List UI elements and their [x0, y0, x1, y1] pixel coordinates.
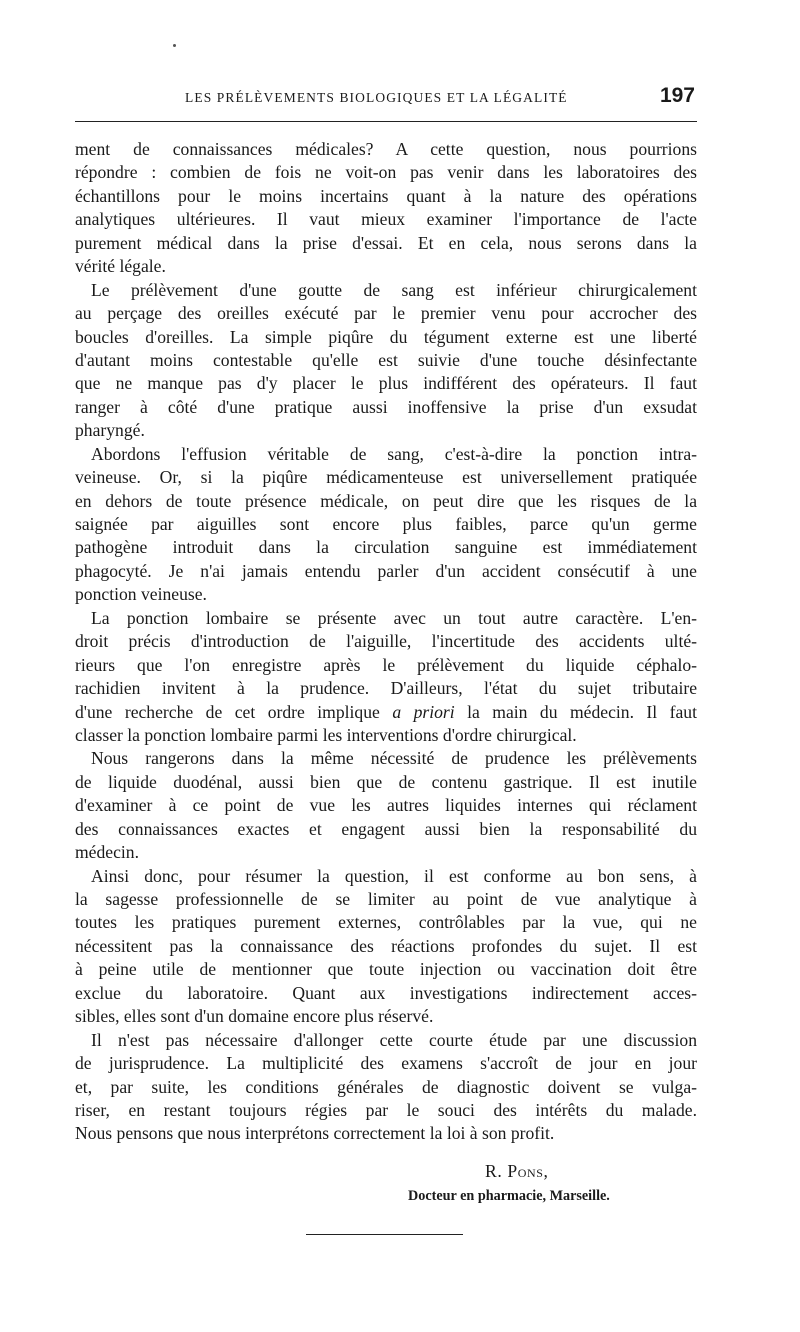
- text-line: vérité légale.: [75, 256, 166, 277]
- text-line: la sagesse professionnelle de se limiter au point de vue analytique à: [75, 889, 697, 909]
- author-title: Docteur en pharmacie, Marseille.: [408, 1188, 610, 1204]
- paragraph: [75, 747, 697, 864]
- text-fragment: la main du médecin. Il faut: [454, 701, 697, 722]
- paragraph: [75, 1029, 697, 1146]
- paragraph: [75, 443, 697, 607]
- text-line: de liquide duodénal, aussi bien que de contenu gastrique. Il est inutile: [75, 771, 697, 792]
- text-line: La ponction lombaire se présente avec un tout autre caractère. L'en-: [91, 607, 697, 628]
- text-line: toutes les pratiques purement externes, contrôlables par la vue, qui ne: [75, 912, 697, 933]
- text-line-with-italic: [75, 701, 697, 724]
- author-name: [485, 1161, 549, 1182]
- text-line: Le prélèvement d'une goutte de sang est inférieur chirurgicalement: [91, 279, 697, 300]
- text-line: des connaissances exactes et engagent aussi bien la responsabilité du: [75, 818, 697, 839]
- header-rule: [75, 121, 697, 122]
- text-line: classer la ponction lombaire parmi les interventions d'ordre chirurgical.: [75, 724, 577, 745]
- text-line: ranger à côté d'une pratique aussi inoffensive la prise d'un exsudat: [75, 396, 697, 417]
- text-line: analytiques ultérieures. Il vaut mieux examiner l'importance de l'acte: [75, 209, 697, 230]
- paragraph: [75, 138, 697, 279]
- text-line: riser, en restant toujours régies par le souci des intérêts du malade.: [75, 1099, 697, 1120]
- text-line: saignée par aiguilles sont encore plus faibles, parce qu'un germe: [75, 514, 697, 534]
- text-line: et, par suite, les conditions générales de diagnostic doivent se vulga-: [75, 1076, 697, 1097]
- text-line: que ne manque pas d'y placer le plus indifférent des opérateurs. Il faut: [75, 373, 697, 394]
- text-line: d'autant moins contestable qu'elle est suivie d'une touche désinfectante: [75, 349, 697, 370]
- text-line: échantillons pour le moins incertains quant à la nature des opérations: [75, 185, 697, 206]
- author-surname: ons,: [517, 1161, 549, 1181]
- text-line: d'examiner à ce point de vue les autres liquides internes qui réclament: [75, 795, 697, 816]
- text-line: Il n'est pas nécessaire d'allonger cette courte étude par une discussion: [91, 1029, 697, 1050]
- text-line: Ainsi donc, pour résumer la question, il est conforme au bon sens, à: [91, 865, 697, 886]
- ink-speck: [173, 44, 176, 47]
- text-line: veineuse. Or, si la piqûre médicamenteuse est universellement pratiquée: [75, 467, 697, 488]
- text-line: boucles d'oreilles. La simple piqûre du tégument externe est une liberté: [75, 326, 697, 347]
- text-line: exclue du laboratoire. Quant aux investigations indirectement acces-: [75, 982, 697, 1003]
- text-line: en dehors de toute présence médicale, on peut dire que les risques de la: [75, 490, 697, 511]
- text-line: ment de connaissances médicales? A cette question, nous pourrions: [75, 139, 697, 159]
- text-fragment: d'une recherche de cet ordre implique: [75, 701, 393, 722]
- end-rule: [306, 1234, 463, 1235]
- text-line: Abordons l'effusion véritable de sang, c'est-à-dire la ponction intra-: [91, 443, 697, 464]
- running-title: LES PRÉLÈVEMENTS BIOLOGIQUES ET LA LÉGALITÉ: [185, 90, 568, 105]
- text-line: sibles, elles sont d'un domaine encore plus réservé.: [75, 1006, 434, 1027]
- text-line: au perçage des oreilles exécuté par le premier venu pour accrocher des: [75, 303, 697, 324]
- text-line: de jurisprudence. La multiplicité des examens s'accroît de jour en jour: [75, 1053, 697, 1074]
- italic-phrase: a priori: [392, 701, 455, 722]
- page-number: 197: [659, 84, 695, 107]
- text-line: Nous rangerons dans la même nécessité de prudence les prélèvements: [91, 748, 697, 769]
- text-line: pathogène introduit dans la circulation sanguine est immédiatement: [75, 537, 697, 558]
- text-line: à peine utile de mentionner que toute injection ou vaccination doit être: [75, 959, 697, 980]
- text-line: rieurs que l'on enregistre après le prélèvement du liquide céphalo-: [75, 654, 697, 675]
- body-text: [75, 138, 697, 1146]
- text-line: nécessitent pas la connaissance des réactions profondes du sujet. Il est: [75, 935, 697, 956]
- text-line: rachidien invitent à la prudence. D'ailleurs, l'état du sujet tributaire: [75, 678, 697, 699]
- text-line: droit précis d'introduction de l'aiguille, l'incertitude des accidents ulté-: [75, 631, 697, 652]
- text-line: phagocyté. Je n'ai jamais entendu parler d'un accident consécutif à une: [75, 560, 697, 581]
- text-line: médecin.: [75, 842, 139, 863]
- text-line: Nous pensons que nous interprétons correctement la loi à son profit.: [75, 1123, 555, 1144]
- running-head: [75, 86, 697, 112]
- author-initial: R. P: [485, 1161, 518, 1181]
- text-line: purement médical dans la prise d'essai. Et en cela, nous serons dans la: [75, 232, 697, 253]
- text-line: ponction veineuse.: [75, 584, 207, 605]
- paragraph: [75, 865, 697, 1029]
- paragraph: [75, 607, 697, 748]
- paragraph: [75, 279, 697, 443]
- text-line: pharyngé.: [75, 420, 145, 441]
- text-line: répondre : combien de fois ne voit-on pas venir dans les laboratoires des: [75, 162, 697, 183]
